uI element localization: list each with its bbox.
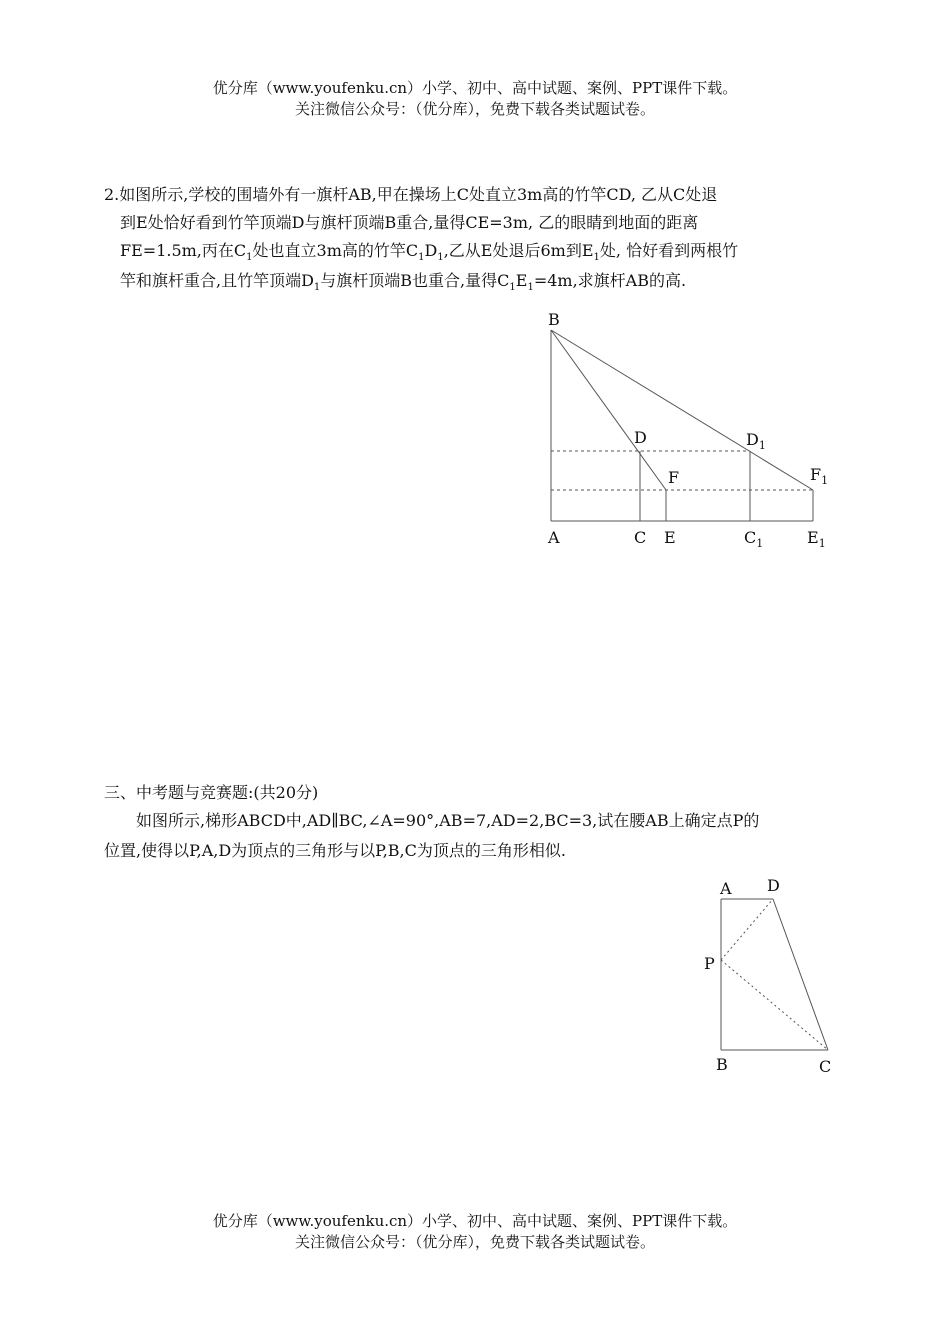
footer-line-1: 优分库（www.youfenku.cn）小学、初中、高中试题、案例、PPT课件下载。 xyxy=(212,1212,738,1230)
page-header xyxy=(0,78,950,120)
label-E1: $E_1$ xyxy=(807,528,826,550)
dotted-PD xyxy=(721,899,773,960)
section-3-title: 三、中考题与竞赛题:(共20分) xyxy=(104,783,319,802)
label-B: B xyxy=(548,310,560,329)
label-D: D xyxy=(634,428,647,447)
header-line-2: 关注微信公众号：（优分库），免费下载各类试题试卷。 xyxy=(294,100,655,118)
side-DC xyxy=(773,899,828,1050)
trapezoid-figure xyxy=(695,870,845,1080)
label-C1: $C_1$ xyxy=(744,528,764,550)
problem-2-line-2: 到E处恰好看到竹竿顶端D与旗杆顶端B重合,量得CE=3m, 乙的眼睛到地面的距离 xyxy=(120,213,699,232)
header-line-1: 优分库（www.youfenku.cn）小学、初中、高中试题、案例、PPT课件下载。 xyxy=(212,79,738,97)
section-3-line-1: 如图所示,梯形ABCD中,AD∥BC,∠A=90°,AB=7,AD=2,BC=3,试在腰AB上确定点P的 xyxy=(136,811,760,830)
label-A: A xyxy=(548,528,560,547)
page-footer xyxy=(0,1211,950,1253)
label-E: E xyxy=(664,528,676,547)
label-C: C xyxy=(634,528,647,547)
label-A: A xyxy=(720,879,732,898)
label-P: P xyxy=(704,954,715,973)
problem-2-line-4: 竿和旗杆重合,且竹竿顶端$D_1$与旗杆顶端B也重合,量得$C_1E_1=4m$,求旗杆AB的高. xyxy=(120,271,687,294)
label-C: C xyxy=(819,1057,832,1076)
label-F1: $F_1$ xyxy=(810,465,829,487)
label-D1: $D_1$ xyxy=(746,430,766,452)
label-B: B xyxy=(716,1055,728,1074)
problem-2-line-3: FE=1.5m,丙在$C_1$处也直立3m高的竹竿$C_1D_1$,乙从E处退后6m到$E_1$处, 恰好看到两根竹 xyxy=(120,241,739,264)
footer-line-2: 关注微信公众号：（优分库），免费下载各类试题试卷。 xyxy=(294,1233,655,1251)
section-3-line-2: 位置,使得以P,A,D为顶点的三角形与以P,B,C为顶点的三角形相似. xyxy=(104,841,566,860)
flagpole-figure xyxy=(540,305,840,555)
line-BF xyxy=(551,330,666,490)
problem-2-line-1: 2.如图所示,学校的围墙外有一旗杆AB,甲在操场上C处直立3m高的竹竿CD, 乙从C处退 xyxy=(104,185,718,204)
line-BF1 xyxy=(551,330,813,490)
label-F: F xyxy=(668,468,680,487)
label-D: D xyxy=(767,876,780,895)
